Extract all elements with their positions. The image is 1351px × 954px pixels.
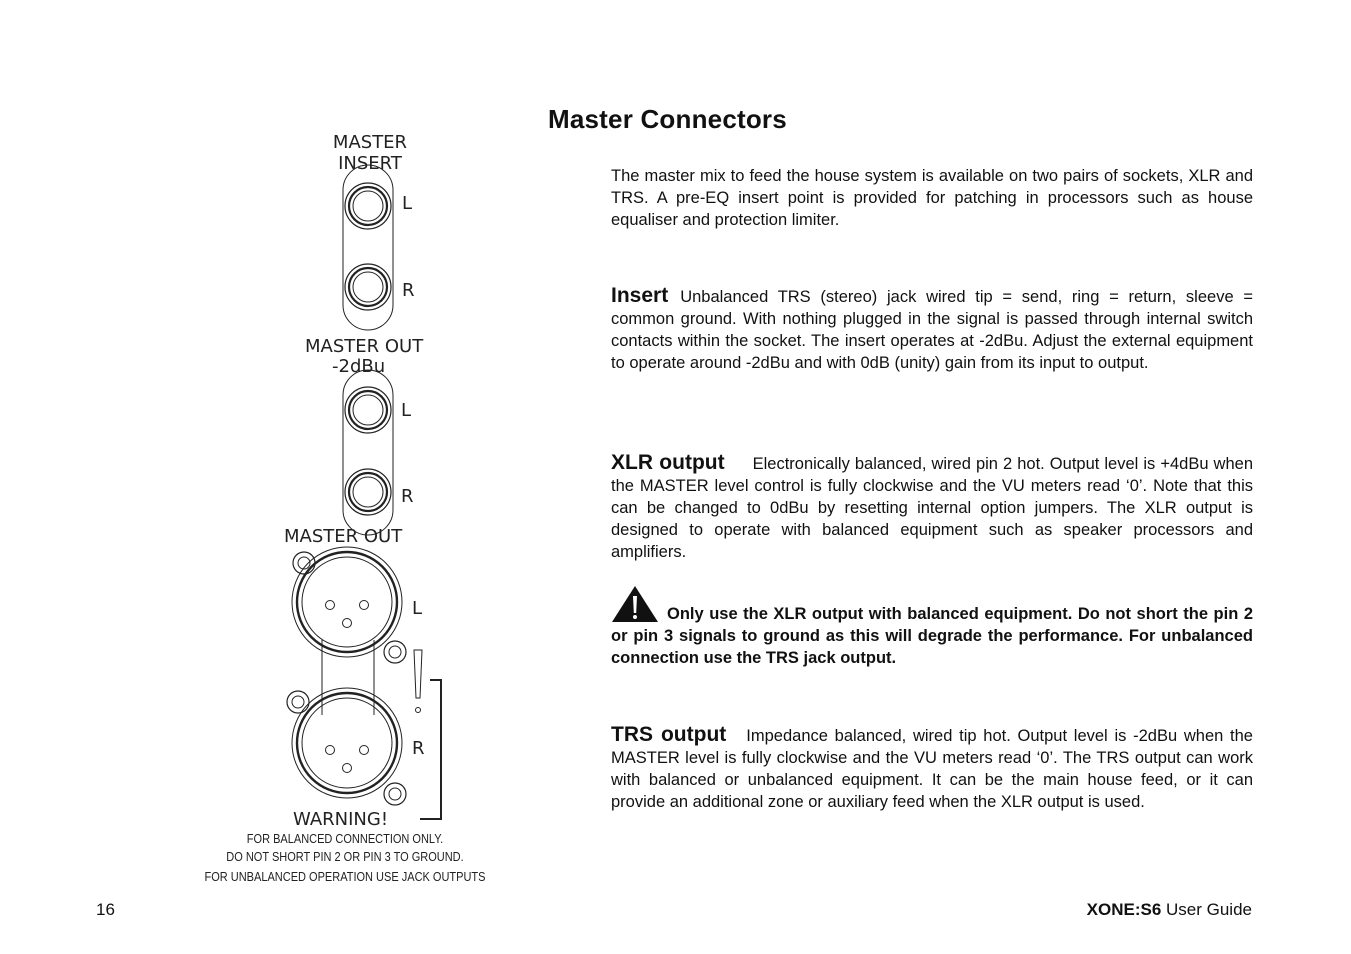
master-out-label-line-2: -2dBu <box>332 356 386 377</box>
master-out-left-label: L <box>401 400 412 421</box>
intro-paragraph: The master mix to feed the house system is available on two pairs of sockets, XLR and TRS. A pre-EQ insert point is provided for patching in processors such as house equaliser and protection limiter. <box>611 167 1253 229</box>
xlr-connector-left <box>292 547 406 663</box>
insert-jack-left <box>345 183 391 229</box>
trs-section <box>611 724 1253 813</box>
insert-left-label: L <box>402 193 413 214</box>
xlr-body: Electronically balanced, wired pin 2 hot. Output level is +4dBu when the MASTER level control is fully clockwise and the VU meters read ‘0’. Note that this can be changed to 0dBu by resetting internal option jumpers. The XLR output is designed to operate with balanced equipment such as speaker processors and amplifiers. <box>611 455 1254 561</box>
insert-jack-frame <box>343 190 393 305</box>
guide-label: User Guide <box>1166 900 1252 919</box>
insert-body: Unbalanced TRS (stereo) jack wired tip = send, ring = return, sleeve = common ground. With nothing plugged in the signal is passed through internal switch contacts within the socket. The insert operates at -2dBu. Adjust the external equipment to operate around -2dBu and with 0dB (unity) gain from its input to output. <box>611 288 1253 372</box>
xlr-master-out-label: MASTER OUT <box>284 526 403 547</box>
insert-label-line-1: MASTER <box>332 132 408 153</box>
master-out-right-label: R <box>401 486 414 507</box>
exclamation-icon <box>414 650 422 713</box>
xlr-left-label: L <box>412 598 423 619</box>
page-number: 16 <box>96 900 115 919</box>
xlr-connector-right <box>287 688 406 805</box>
warning-line-3: FOR UNBALANCED OPERATION USE JACK OUTPUTS <box>204 870 486 884</box>
warning-triangle-icon <box>611 585 659 623</box>
insert-label-line-2: INSERT <box>338 153 402 174</box>
trs-body: Impedance balanced, wired tip hot. Output level is -2dBu when the MASTER level is fully clockwise and the VU meters read ‘0’. The TRS output can work with balanced or unbalanced equipment. It can be the main house feed, or it can provide an additional zone or auxiliary feed when the XLR output is used. <box>611 727 1253 811</box>
master-out-label-line-1: MASTER OUT <box>305 336 424 357</box>
insert-jack-right <box>345 264 391 310</box>
xlr-heading: XLR output <box>611 451 725 474</box>
master-out-jack-left <box>345 387 391 433</box>
product-name: XONE:S6 <box>1086 900 1162 919</box>
insert-section <box>611 285 1253 374</box>
warning-text: Only use the XLR output with balanced equipment. Do not short the pin 2 or pin 3 signals to ground as this will degrade the performance. For unbalanced connection use the TRS jack output. <box>611 605 1253 667</box>
warning-notice <box>611 585 1253 669</box>
connector-panel-drawing <box>180 120 510 900</box>
trs-heading: TRS output <box>611 723 727 746</box>
warning-line-1: FOR BALANCED CONNECTION ONLY. <box>246 832 444 846</box>
page-title: Master Connectors <box>548 104 787 134</box>
xlr-right-label: R <box>412 738 425 759</box>
master-out-jack-frame <box>343 395 393 510</box>
warning-line-2: DO NOT SHORT PIN 2 OR PIN 3 TO GROUND. <box>226 850 464 864</box>
master-out-jack-right <box>345 469 391 515</box>
connector-panel-diagram <box>180 120 510 900</box>
xlr-section <box>611 452 1253 563</box>
insert-heading: Insert <box>611 284 669 307</box>
footer-guide-title <box>1087 900 1252 920</box>
warning-title: WARNING! <box>293 809 389 830</box>
insert-right-label: R <box>402 280 415 301</box>
